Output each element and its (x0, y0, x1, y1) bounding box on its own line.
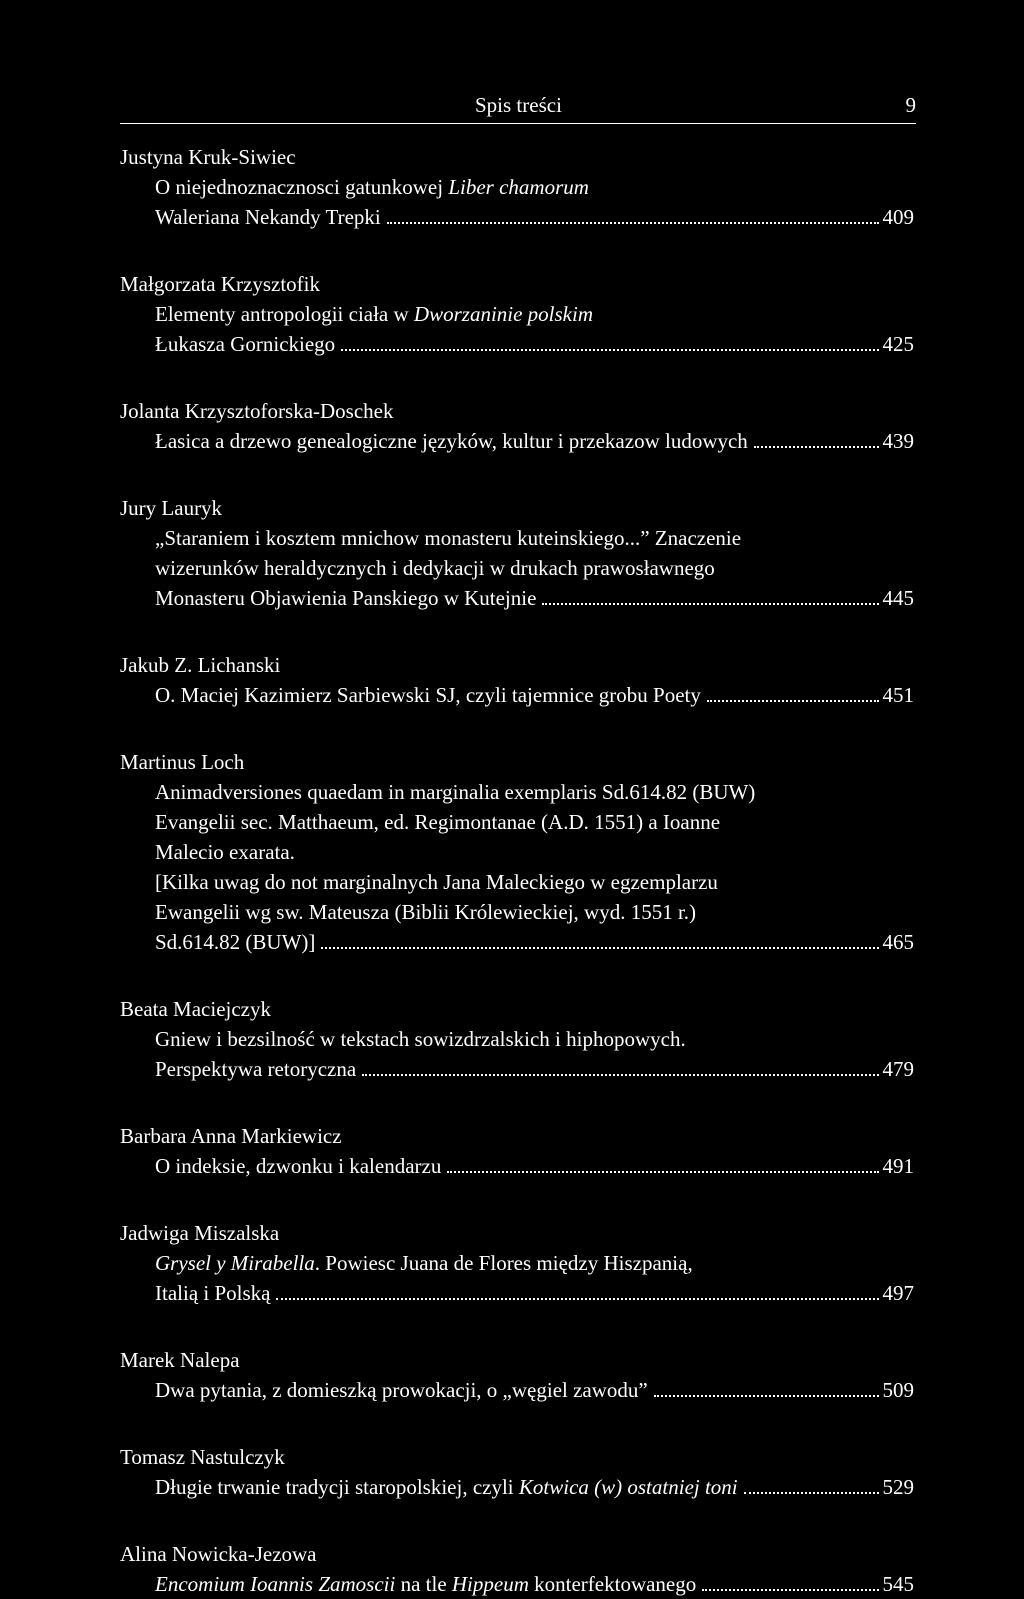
entry-title-line (155, 837, 914, 867)
title-text: Italią i Polską (155, 1281, 271, 1305)
dot-leader (321, 927, 878, 949)
title-italic: Hippeum (451, 1572, 529, 1596)
title-text: [Kilka uwag do not marginalnych Jana Maleckiego w egzemplarzu (155, 870, 718, 894)
dot-leader (447, 1151, 878, 1173)
entry-page-number: 451 (882, 683, 914, 707)
entry-title-last-line (155, 426, 914, 456)
toc-entry (120, 1345, 914, 1405)
entry-page-number: 545 (882, 1572, 914, 1596)
entry-title-last-line (155, 329, 914, 359)
title-text: na tle (395, 1572, 452, 1596)
dot-leader (744, 1472, 879, 1494)
title-text: Evangelii sec. Matthaeum, ed. Regimontanae (A.D. 1551) a Ioanne (155, 810, 721, 834)
dot-leader (707, 680, 879, 702)
entry-title-line (155, 1248, 914, 1278)
toc-entry (120, 493, 914, 613)
title-italic: Dworzaninie polskim (413, 302, 594, 326)
entry-title-last-line (155, 1278, 914, 1308)
entry-author: Alina Nowicka-Jezowa (120, 1542, 317, 1566)
title-text: . Powiesc Juana de Flores między Hiszpanią, (314, 1251, 693, 1275)
dot-leader (754, 426, 879, 448)
entry-page-number: 509 (882, 1378, 914, 1402)
entry-title-last-line (155, 680, 914, 710)
dot-leader (387, 202, 879, 224)
page-header (120, 93, 916, 124)
entry-title-line (155, 807, 914, 837)
title-text: Łukasza Gornickiego (155, 332, 336, 356)
dot-leader (276, 1278, 878, 1300)
entry-page-number: 465 (882, 930, 914, 954)
entry-title-text (155, 1375, 648, 1405)
entry-title-text (155, 426, 748, 456)
entry-title-last-line (155, 1472, 914, 1502)
entry-title-last-line (155, 583, 914, 613)
entry-title-line (155, 777, 914, 807)
entry-title-line (155, 897, 914, 927)
entry-title-last-line (155, 1054, 914, 1084)
entry-page-number: 445 (882, 586, 914, 610)
entry-title-text (155, 1472, 738, 1502)
title-italic: Grysel y Mirabella (155, 1251, 315, 1275)
title-text: wizerunków heraldycznych i dedykacji w drukach prawosławnego (155, 556, 715, 580)
toc-entry (120, 994, 914, 1084)
entry-title-last-line (155, 202, 914, 232)
entry-author: Jadwiga Miszalska (120, 1221, 280, 1245)
entry-title-line (155, 172, 914, 202)
entry-author: Barbara Anna Markiewicz (120, 1124, 342, 1148)
title-text: Malecio exarata. (155, 840, 295, 864)
entry-author: Jolanta Krzysztoforska-Doschek (120, 399, 394, 423)
entry-title-text (155, 1054, 356, 1084)
entry-title-text (155, 329, 335, 359)
entry-title-text (155, 202, 381, 232)
entry-title-line (155, 553, 914, 583)
title-text: Ewangelii wg sw. Mateusza (Biblii Królewieckiej, wyd. 1551 r.) (155, 900, 697, 924)
entry-title-text (155, 1278, 270, 1308)
title-text: Waleriana Nekandy Trepki (155, 205, 381, 229)
toc-entry (120, 269, 914, 359)
entry-title-text (155, 1151, 441, 1181)
entry-author: Justyna Kruk-Siwiec (120, 145, 296, 169)
entry-author: Jury Lauryk (120, 496, 223, 520)
entry-title-line (155, 1024, 914, 1054)
entry-author: Tomasz Nastulczyk (120, 1445, 285, 1469)
toc-entry (120, 1539, 914, 1599)
entry-title-last-line (155, 1375, 914, 1405)
title-text: Animadversiones quaedam in marginalia exemplaris Sd.614.82 (BUW) (155, 780, 756, 804)
toc-entry (120, 650, 914, 710)
entry-title-line (155, 299, 914, 329)
entry-author: Jakub Z. Lichanski (120, 653, 281, 677)
title-text: Elementy antropologii ciała w (155, 302, 414, 326)
title-text: „Staraniem i kosztem mnichow monasteru kuteinskiego...” Znaczenie (155, 526, 742, 550)
title-text: O. Maciej Kazimierz Sarbiewski SJ, czyli tajemnice grobu Poety (155, 683, 701, 707)
title-text: Łasica a drzewo genealogiczne języków, kultur i przekazow ludowych (155, 429, 748, 453)
title-italic: Kotwica (w) ostatniej toni (518, 1475, 738, 1499)
entry-page-number: 497 (882, 1281, 914, 1305)
entry-author: Beata Maciejczyk (120, 997, 271, 1021)
dot-leader (362, 1054, 878, 1076)
entry-title-text (155, 927, 315, 957)
dot-leader (654, 1375, 879, 1397)
entry-author: Marek Nalepa (120, 1348, 240, 1372)
entry-title-text (155, 680, 701, 710)
title-text: O indeksie, dzwonku i kalendarzu (155, 1154, 442, 1178)
title-text: Gniew i bezsilność w tekstach sowizdrzalskich i hiphopowych. (155, 1027, 686, 1051)
toc-entries (120, 142, 914, 1599)
toc-entry (120, 747, 914, 957)
title-text: Sd.614.82 (BUW)] (155, 930, 316, 954)
entry-author: Małgorzata Krzysztofik (120, 272, 321, 296)
entry-title-last-line (155, 1151, 914, 1181)
dot-leader (702, 1569, 878, 1591)
entry-title-text (155, 583, 536, 613)
title-text: Dwa pytania, z domieszką prowokacji, o „węgiel zawodu” (155, 1378, 648, 1402)
title-italic: Liber chamorum (448, 175, 589, 199)
title-italic: Encomium Ioannis Zamoscii (155, 1572, 396, 1596)
entry-author: Martinus Loch (120, 750, 245, 774)
entry-page-number: 425 (882, 332, 914, 356)
entry-page-number: 479 (882, 1057, 914, 1081)
dot-leader (542, 583, 878, 605)
entry-title-last-line (155, 927, 914, 957)
entry-title-text (155, 1569, 696, 1599)
toc-entry (120, 142, 914, 232)
toc-entry (120, 1121, 914, 1181)
title-text: Monasteru Objawienia Panskiego w Kutejnie (155, 586, 537, 610)
dot-leader (341, 329, 878, 351)
entry-page-number: 409 (882, 205, 914, 229)
page-number: 9 (905, 93, 916, 117)
page-header-title: Spis treści (475, 93, 562, 117)
title-text: Długie trwanie tradycji staropolskiej, czyli (155, 1475, 519, 1499)
title-text: konterfektowanego (528, 1572, 697, 1596)
toc-entry (120, 396, 914, 456)
toc-entry (120, 1442, 914, 1502)
title-text: O niejednoznacznosci gatunkowej (155, 175, 449, 199)
entry-page-number: 529 (882, 1475, 914, 1499)
entry-title-last-line (155, 1569, 914, 1599)
toc-entry (120, 1218, 914, 1308)
title-text: Perspektywa retoryczna (155, 1057, 357, 1081)
entry-page-number: 439 (882, 429, 914, 453)
entry-page-number: 491 (882, 1154, 914, 1178)
entry-title-line (155, 523, 914, 553)
entry-title-line (155, 867, 914, 897)
